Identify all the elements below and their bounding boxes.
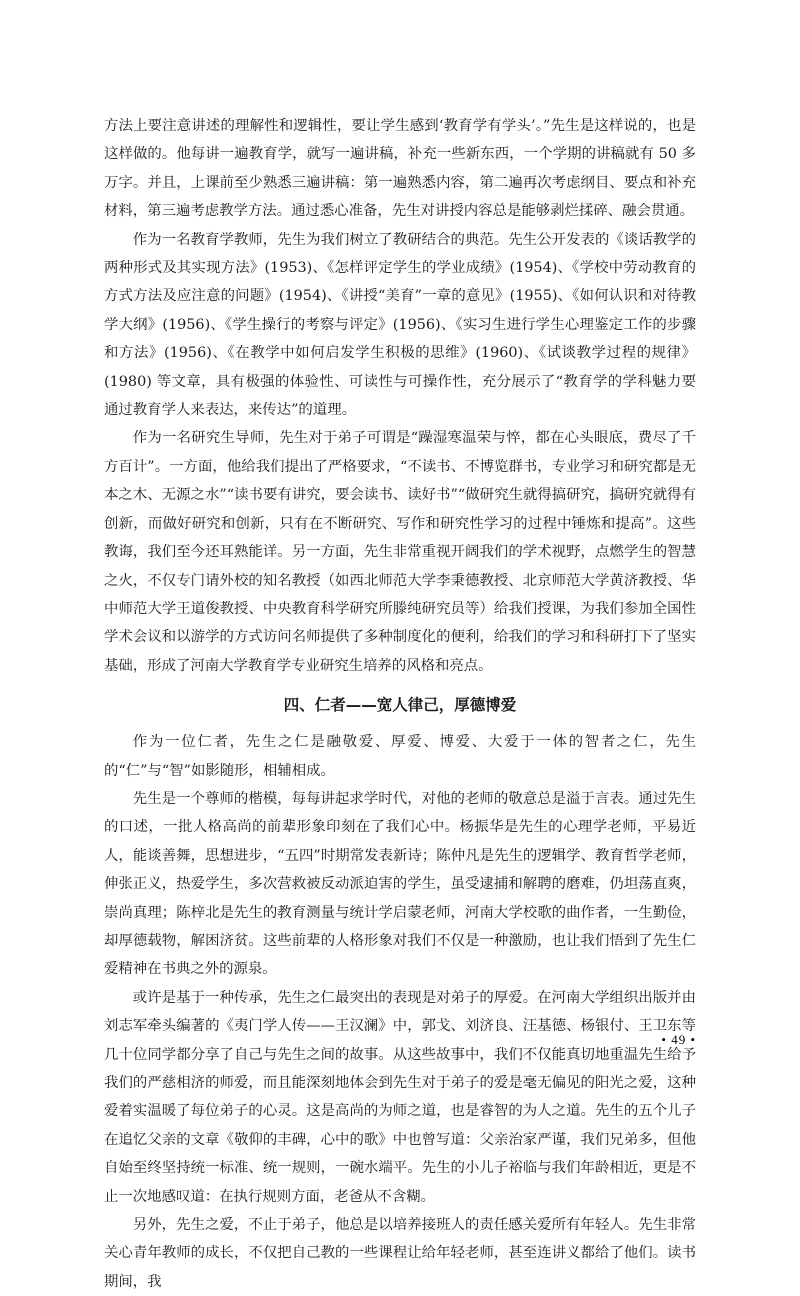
body-before-heading	[104, 112, 696, 680]
section-heading: 四、仁者——宽人律己，厚德博爱	[283, 696, 517, 715]
paragraph: 先生是一个尊师的楷模，每每讲起求学时代，对他的老师的敬意总是溢于言表。通过先生的口述，一批人格高尚的前辈形象印刻在了我们心中。杨振华是先生的心理学老师，平易近人，能谈善舞，思想进步，“五四”时期常发表新诗；陈仲凡是先生的逻辑学、教育哲学老师，伸张正义，热爱学生，多次营救被反动派迫害的学生，虽受逮捕和解聘的磨难，仍坦荡直爽，崇尚真理；陈梓北是先生的教育测量与统计学启蒙老师，河南大学校歌的曲作者，一生勤俭，却厚德载物，解困济贫。这些前辈的人格形象对我们不仅是一种激励，也让我们悟到了先生仁爱精神在书典之外的源泉。	[104, 790, 696, 978]
paragraph: 作为一名研究生导师，先生对于弟子可谓是“躁湿寒温荣与悴，都在心头眼底，费尽了千方百计”。一方面，他给我们提出了严格要求，“不读书、不博览群书，专业学习和研究都是无本之木、无源之水”“读书要有讲究，要会读书、读好书”“做研究生就得搞研究，搞研究就得有创新，而做好研究和创新，只有在不断研究、写作和研究性学习的过程中锤炼和提高”。这些教诲，我们至今还耳熟能详。另一方面，先生非常重视开阔我们的学术视野，点燃学生的智慧之火，不仅专门请外校的知名教授（如西北师范大学李秉德教授、北京师范大学黄济教授、华中师范大学王道俊教授、中央教育科学研究所滕纯研究员等）给我们授课，为我们参加全国性学术会议和以游学的方式访问名师提供了多种制度化的便利，给我们的学习和科研打下了坚实基础，形成了河南大学教育学专业研究生培养的风格和亮点。	[104, 430, 696, 674]
paragraph: 作为一位仁者，先生之仁是融敬爱、厚爱、博爱、大爱于一体的智者之仁，先生的“仁”与“智”如影随形，相辅相成。	[104, 734, 696, 779]
body-after-heading	[104, 728, 696, 1296]
paragraph: 作为一名教育学教师，先生为我们树立了教研结合的典范。先生公开发表的《谈话教学的两种形式及其实现方法》(1953)、《怎样评定学生的学业成绩》(1954)、《学校中劳动教育的方式方法及应注意的问题》(1954)、《讲授“美育”一章的意见》(1955)、《如何认识和对待教学大纲》(1956)、《学生操行的考察与评定》(1956)、《实习生进行学生心理鉴定工作的步骤和方法》(1956)、《在教学中如何启发学生积极的思维》(1960)、《试谈教学过程的规律》(1980) 等文章，具有极强的体验性、可读性与可操作性，充分展示了“教育学的学科魅力要通过教育学人来表达，来传达”的道理。	[104, 231, 696, 419]
paragraph: 或许是基于一种传承，先生之仁最突出的表现是对弟子的厚爱。在河南大学组织出版并由刘志军牵头编著的《夷门学人传——王汉澜》中，郭戈、刘济良、汪基德、杨银付、王卫东等几十位同学都分享了自己与先生之间的故事。从这些故事中，我们不仅能真切地重温先生给予我们的严慈相济的师爱，而且能深刻地体会到先生对于弟子的爱是毫无偏见的阳光之爱，这种爱着实温暖了每位弟子的心灵。这是高尚的为师之道，也是睿智的为人之道。先生的五个儿子在追忆父亲的文章《敬仰的丰碑，心中的歌》中也曾写道：父亲治家严谨，我们兄弟多，但他自始至终坚持统一标准、统一规则，一碗水端平。先生的小儿子裕临与我们年龄相近，更是不止一次地感叹道：在执行规则方面，老爸从不含糊。	[104, 989, 696, 1205]
paragraph: 方法上要注意讲述的理解性和逻辑性，要让学生感到‘教育学有学头’。”先生是这样说的，也是这样做的。他每讲一遍教育学，就写一遍讲稿，补充一些新东西，一个学期的讲稿就有 50 多万字。并且，上课前至少熟悉三遍讲稿：第一遍熟悉内容，第二遍再次考虑纲目、要点和补充材料，第三遍考虑教学方法。通过悉心准备，先生对讲授内容总是能够剥烂揉碎、融会贯通。	[104, 118, 696, 220]
page-number: • 49 •	[661, 1032, 696, 1047]
paragraph: 另外，先生之爱，不止于弟子，他总是以培养接班人的责任感关爱所有年轻人。先生非常关心青年教师的成长，不仅把自己教的一些课程让给年轻老师，甚至连讲义都给了他们。读书期间，我	[104, 1217, 696, 1290]
